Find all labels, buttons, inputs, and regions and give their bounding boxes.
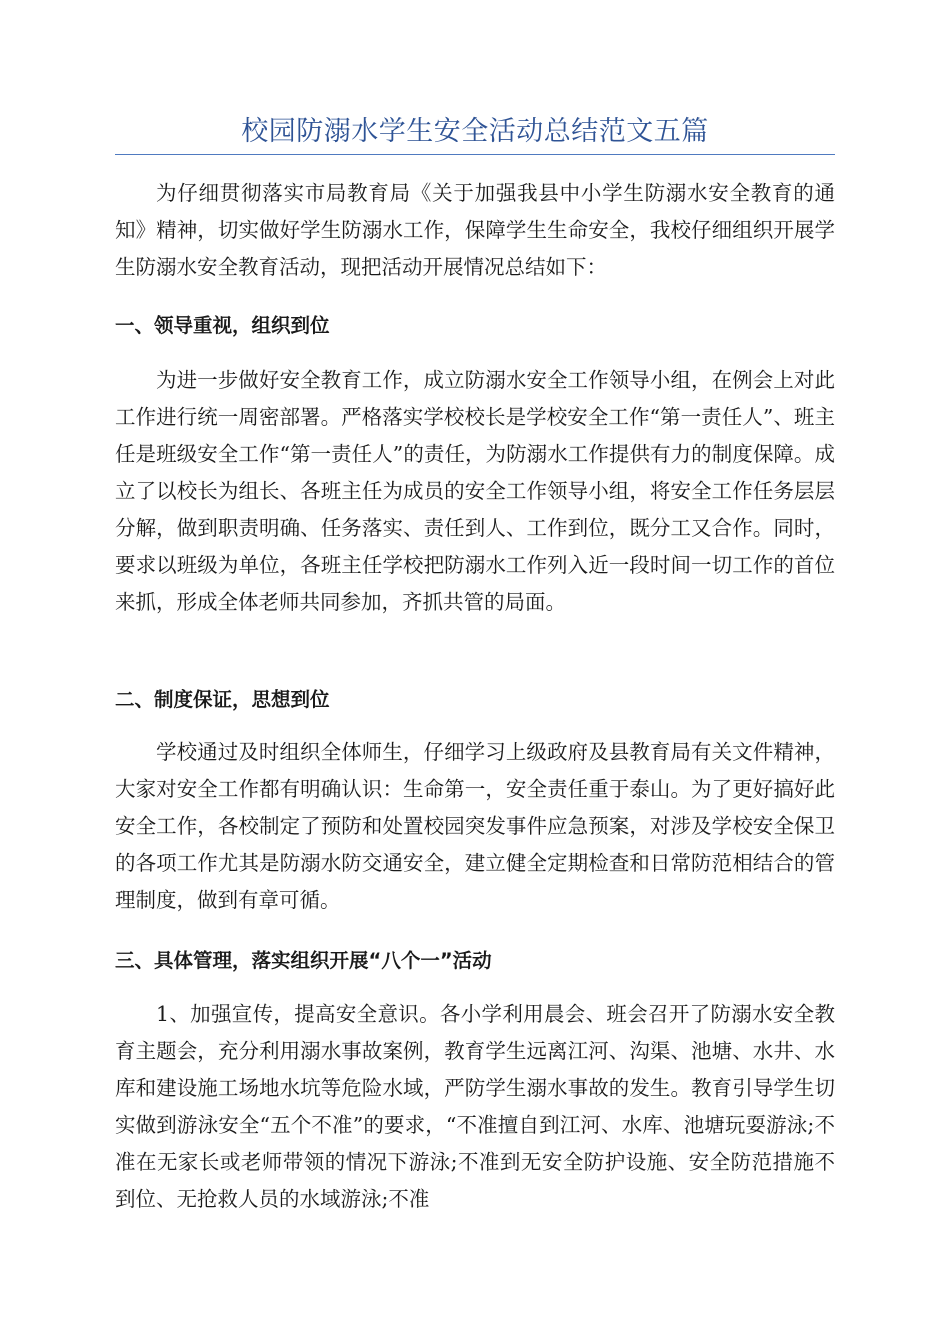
- intro-paragraph: 为仔细贯彻落实市局教育局《关于加强我县中小学生防溺水安全教育的通知》精神，切实做好学生防溺水工作，保障学生生命安全，我校仔细组织开展学生防溺水安全教育活动，现把活动开展情况总结如下：: [115, 181, 835, 279]
- section-heading-1: 一、领导重视，组织到位: [115, 314, 330, 337]
- title-underline: [115, 154, 835, 155]
- document-title: 校园防溺水学生安全活动总结范文五篇: [241, 116, 709, 147]
- section-body-2: 学校通过及时组织全体师生，仔细学习上级政府及县教育局有关文件精神，大家对安全工作都有明确认识：生命第一，安全责任重于泰山。为了更好搞好此安全工作，各校制定了预防和处置校园突发事件应急预案，对涉及学校安全保卫的各项工作尤其是防溺水防交通安全，建立健全定期检查和日常防范相结合的管理制度，做到有章可循。: [115, 740, 835, 912]
- section-heading-2: 二、制度保证，思想到位: [115, 688, 330, 711]
- section-heading-3: 三、具体管理，落实组织开展“八个一”活动: [115, 949, 492, 972]
- section-body-1: 为进一步做好安全教育工作，成立防溺水安全工作领导小组，在例会上对此工作进行统一周密部署。严格落实学校校长是学校安全工作“第一责任人”、班主任是班级安全工作“第一责任人”的责任，为防溺水工作提供有力的制度保障。成立了以校长为组长、各班主任为成员的安全工作领导小组，将安全工作任务层层分解，做到职责明确、任务落实、责任到人、工作到位，既分工又合作。同时，要求以班级为单位，各班主任学校把防溺水工作列入近一段时间一切工作的首位来抓，形成全体老师共同参加，齐抓共管的局面。: [115, 368, 835, 614]
- section-body-3: 1、加强宣传，提高安全意识。各小学利用晨会、班会召开了防溺水安全教育主题会，充分利用溺水事故案例，教育学生远离江河、沟渠、池塘、水井、水库和建设施工场地水坑等危险水域，严防学生溺水事故的发生。教育引导学生切实做到游泳安全“五个不准”的要求，“不准擅自到江河、水库、池塘玩耍游泳;不准在无家长或老师带领的情况下游泳;不准到无安全防护设施、安全防范措施不到位、无抢救人员的水域游泳;不准: [115, 1002, 835, 1211]
